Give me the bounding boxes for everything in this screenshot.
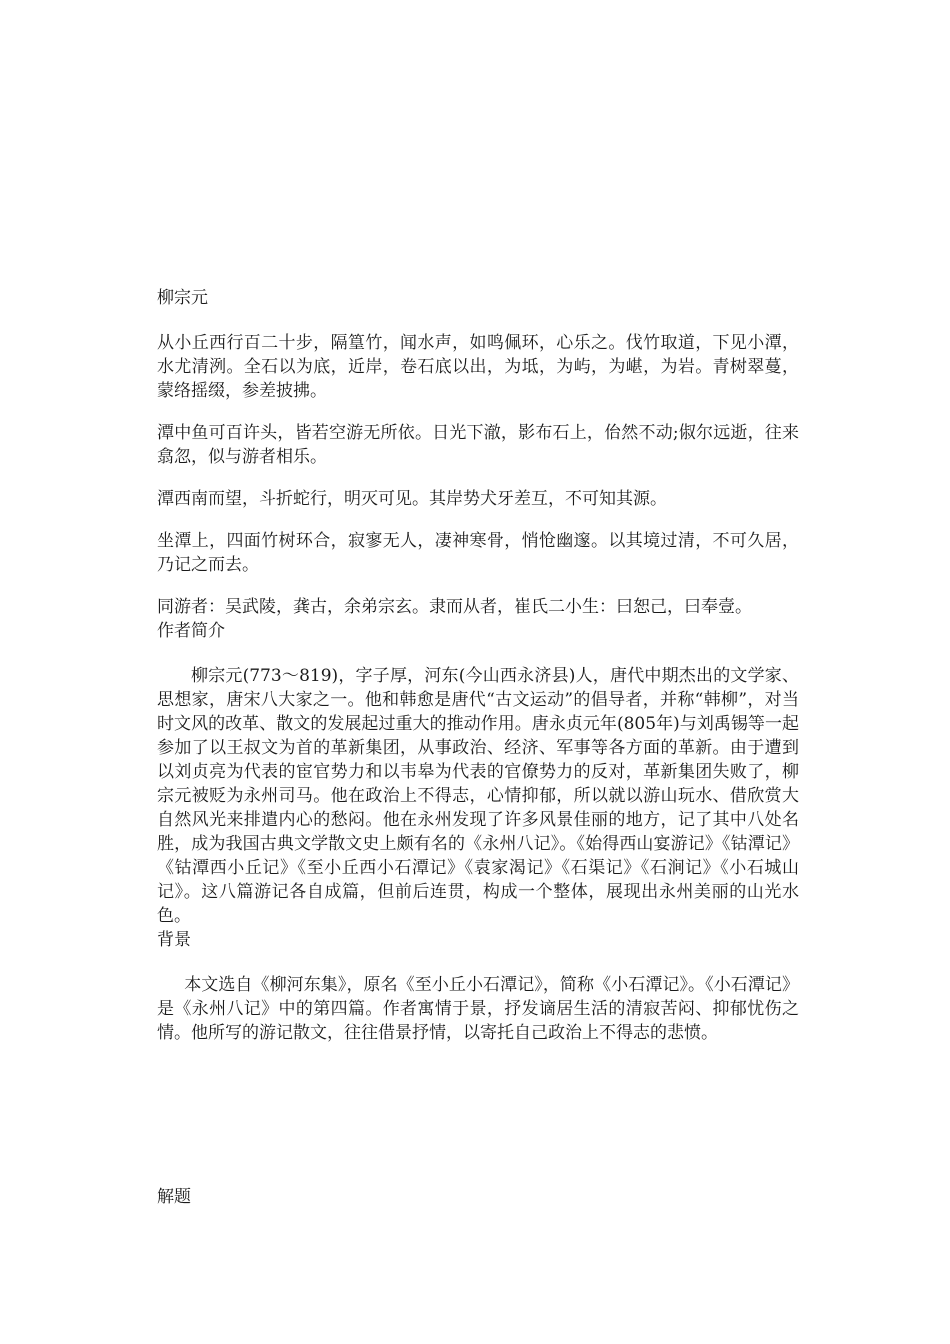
analysis-heading: 解题 — [157, 1187, 191, 1207]
bio-text: 柳宗元(773～819)，字子厚，河东(今山西永济县)人，唐代中期杰出的文学家、思想家，唐宋八大家之一。他和韩愈是唐代“古文运动”的倡导者，并称“韩柳”，对当时文风的改革、散文的发展起过重大的推动作用。唐永贞元年(805年)与刘禹锡等一起参加了以王叔文为首的革新集团，从事政治、经济、军事等各方面的革新。由于遭到以刘贞亮为代表的宦官势力和以韦皋为代表的官僚势力的反对，革新集团失败了，柳宗元被贬为永州司马。他在政治上不得志，心情抑郁，所以就以游山玩水、借欣赏大自然风光来排遣内心的愁闷。他在永州发现了许多风景佳丽的地方，记了其中八处名胜，成为我国古典文学散文史上颇有名的《永州八记》。《始得西山宴游记》《钴潭记》《钴潭西小丘记》《至小丘西小石潭记》《袁家渴记》《石渠记》《石涧记》《小石城山记》。这八篇游记各自成篇，但前后连贯，构成一个整体，展现出永州美丽的山光水色。 — [157, 666, 799, 926]
document-body — [157, 286, 799, 1045]
bio-heading: 作者简介 — [157, 621, 225, 641]
text-paragraph-5: 同游者：吴武陵，龚古，余弟宗玄。隶而从者，崔氏二小生：曰恕己，曰奉壹。 — [157, 597, 752, 617]
text-paragraph-3: 潭西南而望，斗折蛇行，明灭可见。其岸势犬牙差互，不可知其源。 — [157, 489, 667, 509]
text-paragraph-2: 潭中鱼可百许头，皆若空游无所依。日光下澈，影布石上，佁然不动;俶尔远逝，往来翕忽，似与游者相乐。 — [157, 423, 799, 467]
text-paragraph-1: 从小丘西行百二十步，隔篁竹，闻水声，如鸣佩环，心乐之。伐竹取道，下见小潭，水尤清洌。全石以为底，近岸，卷石底以出，为坻，为屿，为嵁，为岩。青树翠蔓，蒙络摇缀，参差披拂。 — [157, 333, 799, 401]
text-paragraph-4: 坐潭上，四面竹树环合，寂寥无人，凄神寒骨，悄怆幽邃。以其境过清，不可久居，乃记之而去。 — [157, 531, 799, 575]
author-name: 柳宗元 — [157, 288, 208, 308]
background-heading: 背景 — [157, 930, 191, 950]
background-text: 本文选自《柳河东集》，原名《至小丘小石潭记》，简称《小石潭记》。《小石潭记》是《永州八记》中的第四篇。作者寓情于景，抒发谪居生活的清寂苦闷、抑郁忧伤之情。他所写的游记散文，往往借景抒情，以寄托自己政治上不得志的悲愤。 — [157, 975, 799, 1043]
